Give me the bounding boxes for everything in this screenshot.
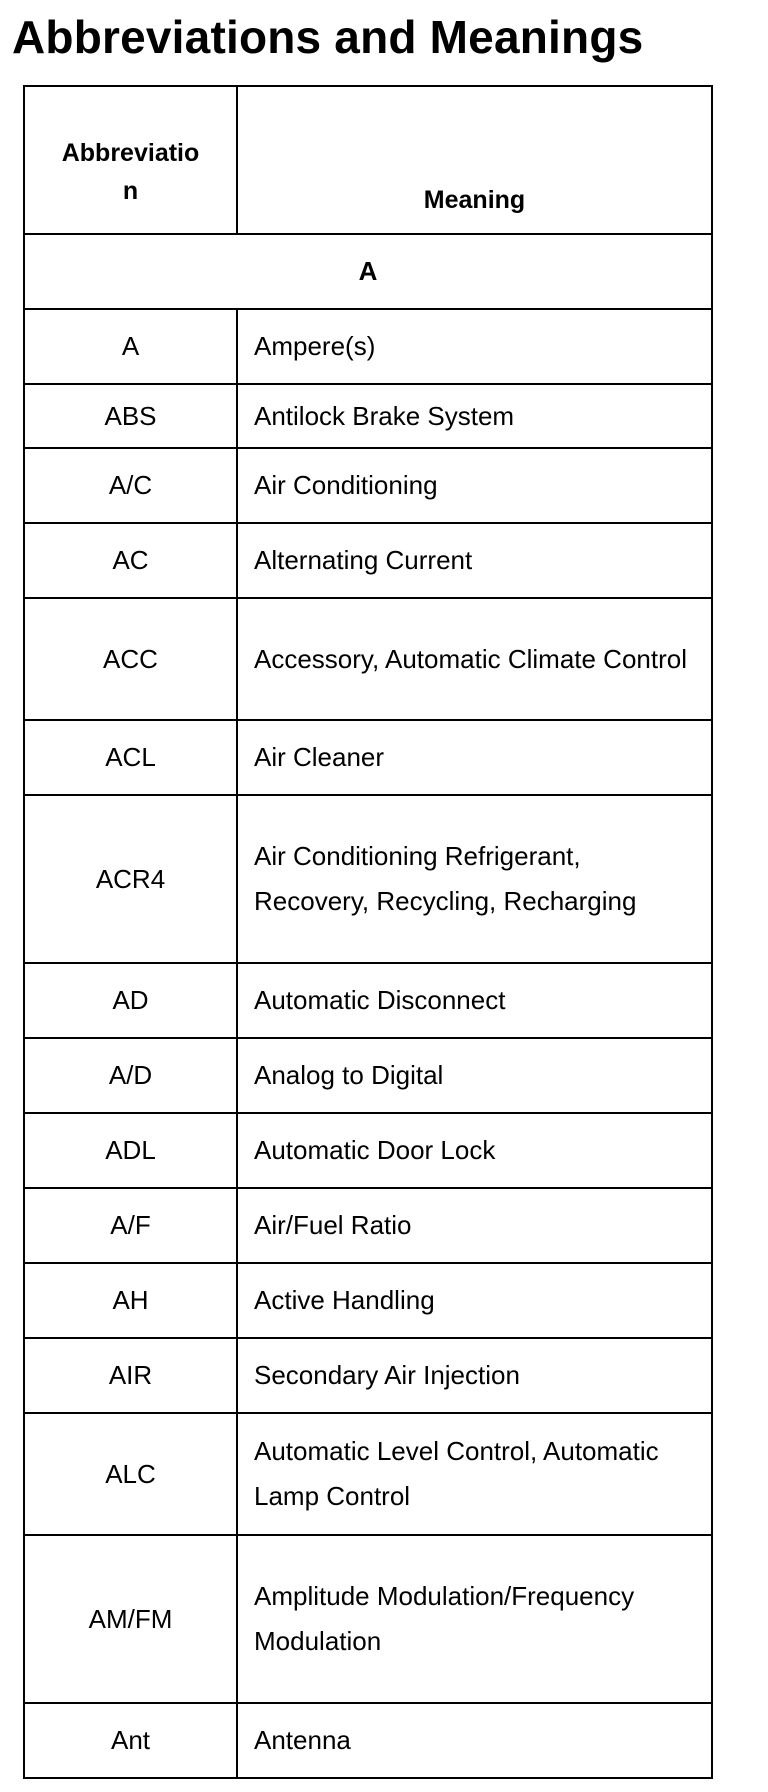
section-heading: A xyxy=(24,234,712,309)
table-row xyxy=(24,795,712,963)
meaning-cell: Automatic Disconnect xyxy=(237,963,712,1038)
abbreviation-cell: ABS xyxy=(24,384,237,448)
table-row xyxy=(24,1535,712,1703)
abbreviation-cell: Ant xyxy=(24,1703,237,1778)
meaning-cell: Amplitude Modulation/Frequency Modulation xyxy=(237,1535,712,1703)
abbreviations-table xyxy=(23,85,713,1779)
table-row xyxy=(24,1113,712,1188)
abbreviation-cell: AD xyxy=(24,963,237,1038)
meaning-cell: Analog to Digital xyxy=(237,1038,712,1113)
meaning-cell: Accessory, Automatic Climate Control xyxy=(237,598,712,720)
abbreviation-cell: ACL xyxy=(24,720,237,795)
section-row xyxy=(24,234,712,309)
abbreviation-cell: AM/FM xyxy=(24,1535,237,1703)
abbreviation-cell: A/C xyxy=(24,448,237,523)
column-header-meaning xyxy=(237,86,712,234)
table-row xyxy=(24,1038,712,1113)
page-title: Abbreviations and Meanings xyxy=(12,11,644,63)
table-row xyxy=(24,523,712,598)
meaning-cell: Air Conditioning xyxy=(237,448,712,523)
meaning-cell: Air Conditioning Refrigerant, Recovery, Recycling, Recharging xyxy=(237,795,712,963)
abbreviation-cell: A xyxy=(24,309,237,384)
meaning-cell: Alternating Current xyxy=(237,523,712,598)
table-row xyxy=(24,1263,712,1338)
meaning-cell: Automatic Door Lock xyxy=(237,1113,712,1188)
meaning-cell: Air/Fuel Ratio xyxy=(237,1188,712,1263)
abbreviation-cell: ACR4 xyxy=(24,795,237,963)
table-row xyxy=(24,1413,712,1535)
column-header-abbreviation-label: Abbreviation xyxy=(61,139,200,205)
table-row xyxy=(24,448,712,523)
abbreviation-cell: AH xyxy=(24,1263,237,1338)
table-row xyxy=(24,720,712,795)
abbreviation-cell: A/F xyxy=(24,1188,237,1263)
table-row xyxy=(24,309,712,384)
abbreviation-cell: ADL xyxy=(24,1113,237,1188)
column-header-meaning-label: Meaning xyxy=(423,186,526,214)
table-row xyxy=(24,963,712,1038)
abbreviation-cell: ALC xyxy=(24,1413,237,1535)
abbreviation-cell: ACC xyxy=(24,598,237,720)
meaning-cell: Automatic Level Control, Automatic Lamp Control xyxy=(237,1413,712,1535)
table-row xyxy=(24,598,712,720)
meaning-cell: Antenna xyxy=(237,1703,712,1778)
table-row xyxy=(24,1188,712,1263)
table-row xyxy=(24,1703,712,1778)
abbreviation-cell: A/D xyxy=(24,1038,237,1113)
meaning-cell: Antilock Brake System xyxy=(237,384,712,448)
meaning-cell: Active Handling xyxy=(237,1263,712,1338)
meaning-cell: Secondary Air Injection xyxy=(237,1338,712,1413)
table-row xyxy=(24,384,712,448)
abbreviation-cell: AC xyxy=(24,523,237,598)
table-row xyxy=(24,1338,712,1413)
meaning-cell: Air Cleaner xyxy=(237,720,712,795)
table-header-row xyxy=(24,86,712,234)
abbreviation-cell: AIR xyxy=(24,1338,237,1413)
column-header-abbreviation xyxy=(24,86,237,234)
meaning-cell: Ampere(s) xyxy=(237,309,712,384)
